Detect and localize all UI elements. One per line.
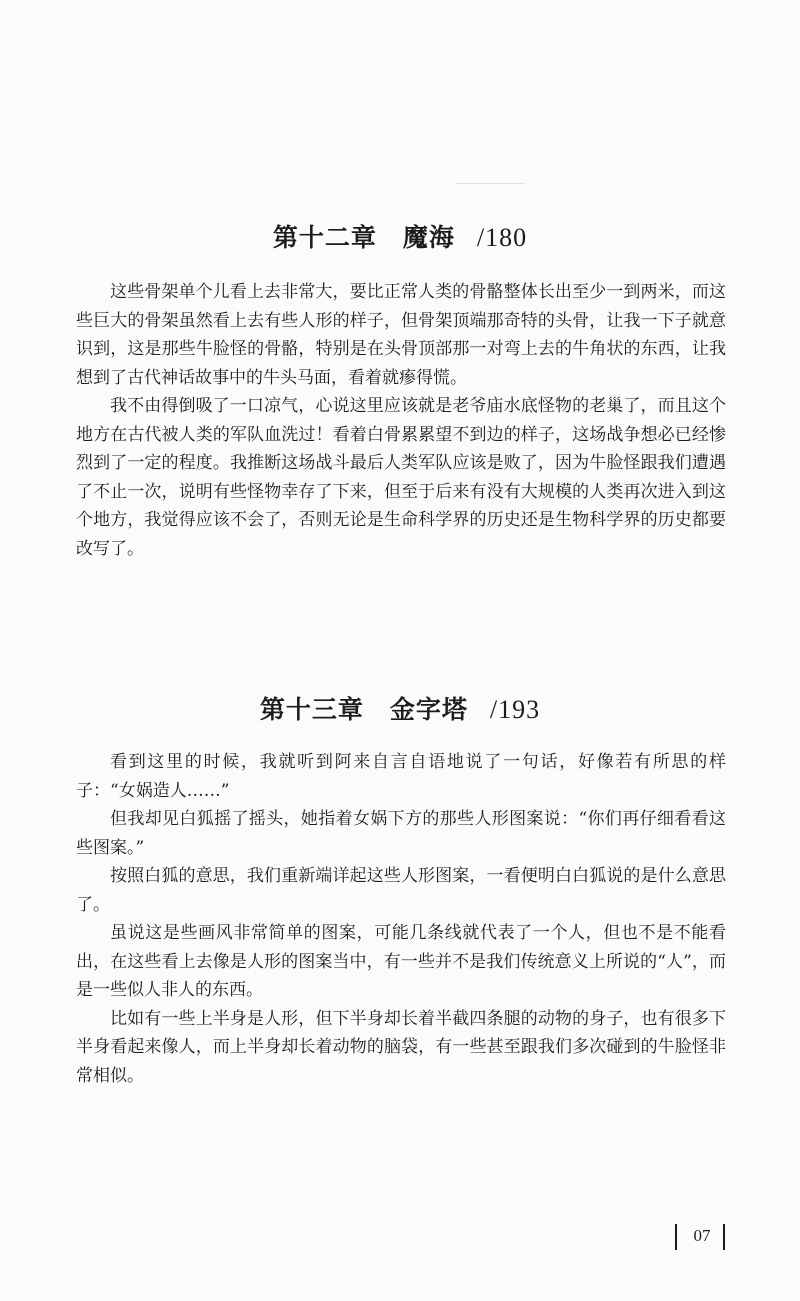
- page-number-right-rule: [723, 1224, 725, 1250]
- paragraph: 比如有一些上半身是人形，但下半身却长着半截四条腿的动物的身子，也有很多下半身看起来像人，而上半身却长着动物的脑袋，有一些甚至跟我们多次碰到的牛脸怪非常相似。: [76, 1008, 726, 1086]
- chapter-13-excerpt: [76, 748, 726, 1090]
- chapter-13-page-ref: /193: [489, 695, 541, 724]
- chapter-12-page-ref: /180: [476, 223, 528, 252]
- scan-smudge: [455, 183, 525, 184]
- paragraph: 看到这里的时候，我就听到阿来自言自语地说了一句话，好像若有所思的样子：“女娲造人……”: [76, 752, 726, 801]
- paragraph: 这些骨架单个儿看上去非常大，要比正常人类的骨骼整体长出至少一到两米，而这些巨大的骨架虽然看上去有些人形的样子，但骨架顶端那奇特的头骨，让我一下子就意识到，这是那些牛脸怪的骨骼，特别是在头骨顶部那一对弯上去的牛角状的东西，让我想到了古代神话故事中的牛头马面，看着就瘆得慌。: [76, 282, 726, 388]
- paragraph: 但我却见白狐摇了摇头，她指着女娲下方的那些人形图案说：“你们再仔细看看这些图案。”: [76, 809, 726, 858]
- page-number: [671, 1222, 737, 1252]
- chapter-13-title: [0, 693, 800, 727]
- page-number-left-rule: [675, 1224, 677, 1250]
- page-number-text: 07: [693, 1226, 711, 1245]
- paragraph: 虽说这是些画风非常简单的图案，可能几条线就代表了一个人，但也不是不能看出，在这些看上去像是人形的图案当中，有一些并不是我们传统意义上所说的“人”，而是一些似人非人的东西。: [76, 923, 726, 1000]
- chapter-12-title: [0, 221, 800, 255]
- paragraph: 按照白狐的意思，我们重新端详起这些人形图案，一看便明白白狐说的是什么意思了。: [76, 866, 726, 915]
- chapter-12-excerpt: [76, 278, 726, 563]
- paragraph: 我不由得倒吸了一口凉气，心说这里应该就是老爷庙水底怪物的老巢了，而且这个地方在古代被人类的军队血洗过！看着白骨累累望不到边的样子，这场战争想必已经惨烈到了一定的程度。我推断这场战斗最后人类军队应该是败了，因为牛脸怪跟我们遭遇了不止一次，说明有些怪物幸存了下来，但至于后来有没有大规模的人类再次进入到这个地方，我觉得应该不会了，否则无论是生命科学界的历史还是生物科学界的历史都要改写了。: [76, 396, 726, 559]
- chapter-12-heading: 第十二章 魔海: [272, 223, 455, 252]
- chapter-13-heading: 第十三章 金字塔: [259, 695, 468, 724]
